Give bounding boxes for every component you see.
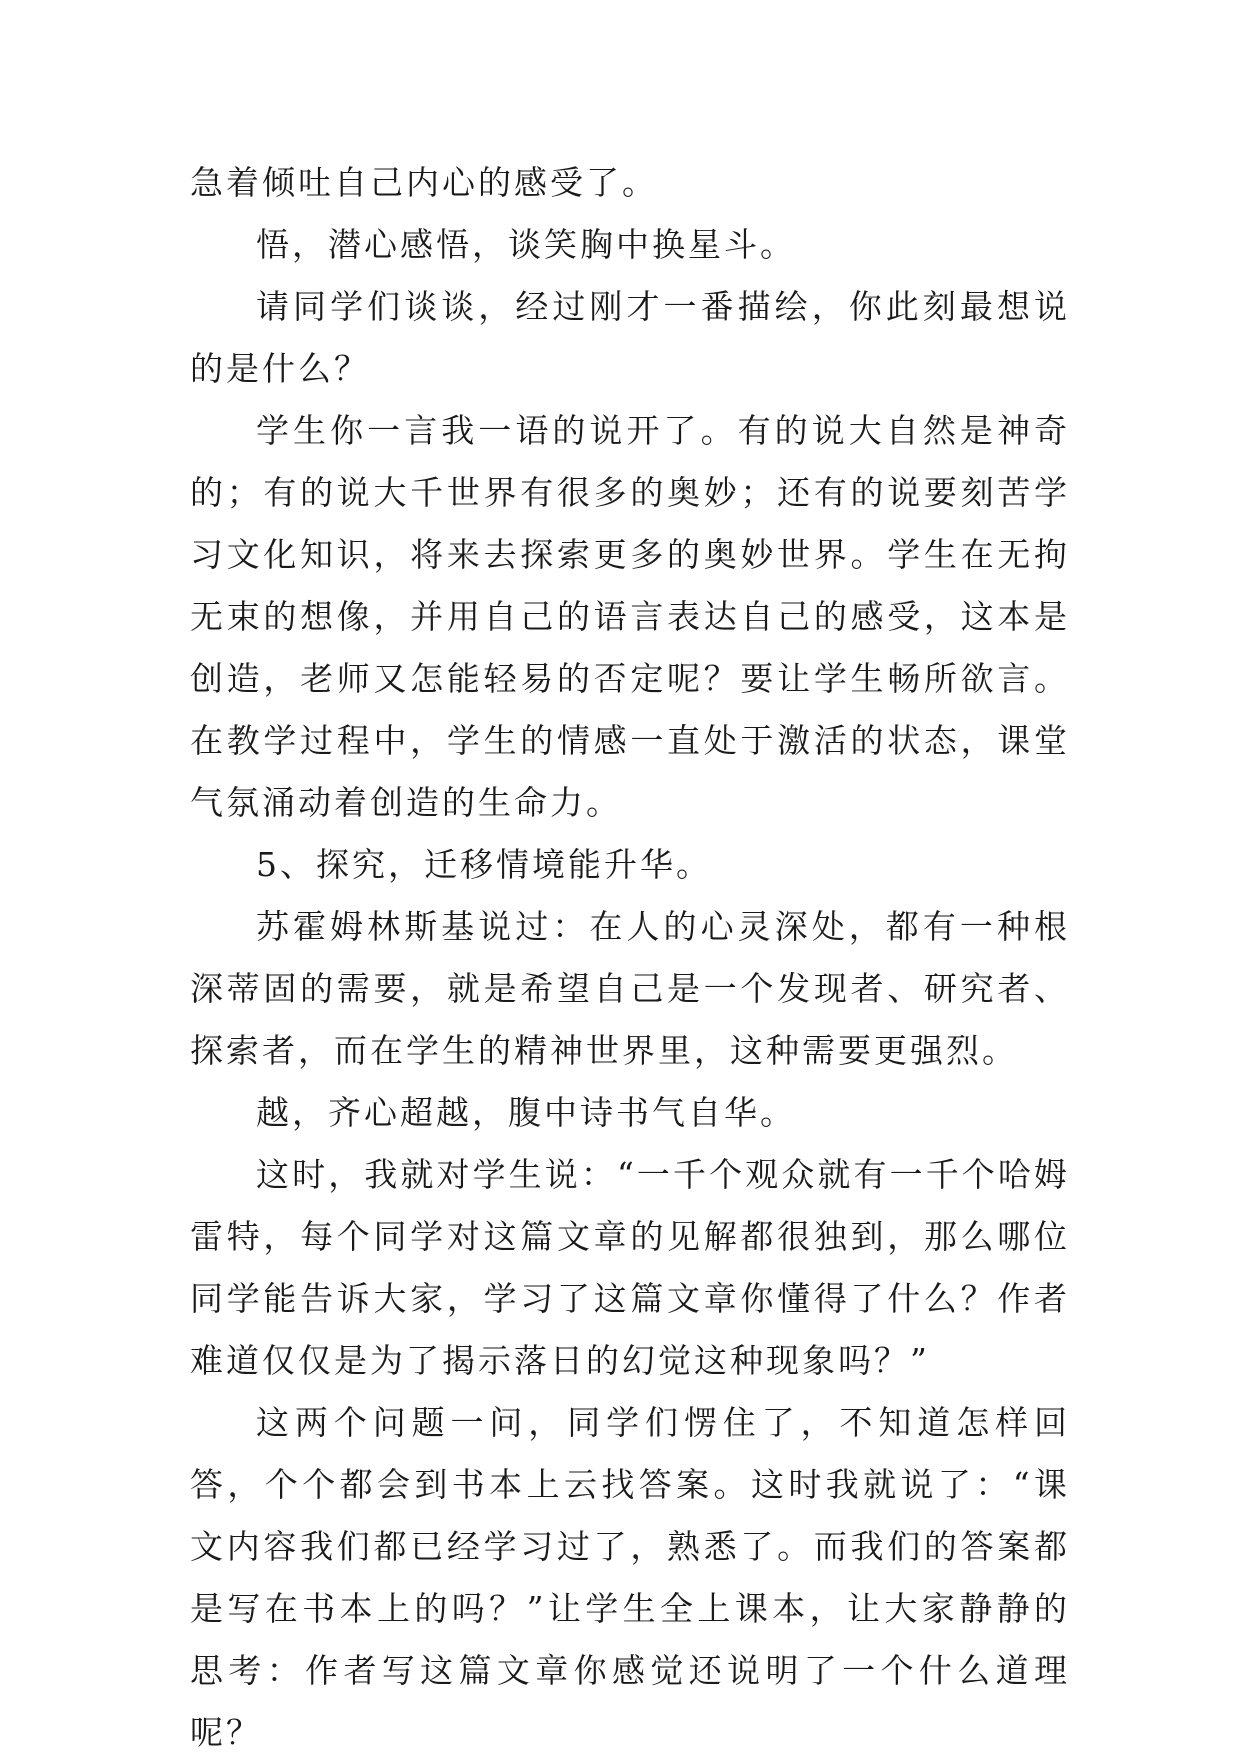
paragraph-wu: 悟，潜心感悟，谈笑胸中换星斗。: [256, 225, 796, 264]
paragraph-student-responses: 学生你一言我一语的说开了。有的说大自然是神奇的；有的说大千世界有很多的奥妙；还有的说要刻苦学习文化知识，将来去探索更多的奥妙世界。学生在无拘无束的想像，并用自己的语言表达自己的感受，这本是创造，老师又怎能轻易的否定呢？要让学生畅所欲言。在教学过程中，学生的情感一直处于激活的状态，课堂气氛涌动着创造的生命力。: [190, 411, 1070, 822]
paragraph-suhomlinsky: 苏霍姆林斯基说过：在人的心灵深处，都有一种根深蒂固的需要，就是希望自己是一个发现者、研究者、探索者，而在学生的精神世界里，这种需要更强烈。: [190, 907, 1070, 1070]
paragraph-yue: 越，齐心超越，腹中诗书气自华。: [256, 1093, 796, 1132]
paragraph-section-5-heading: 5、探究，迁移情境能升华。: [256, 845, 712, 884]
paragraph-hamlet: 这时，我就对学生说：“一千个观众就有一千个哈姆雷特，每个同学对这篇文章的见解都很独到，那么哪位同学能告诉大家，学习了这篇文章你懂得了什么？作者难道仅仅是为了揭示落日的幻觉这种现象吗？”: [190, 1155, 1070, 1380]
paragraph-two-questions: 这两个问题一问，同学们愣住了，不知道怎样回答，个个都会到书本上云找答案。这时我就说了：“课文内容我们都已经学习过了，熟悉了。而我们的答案都是写在书本上的吗？”让学生全上课本，让大家静静的思考：作者写这篇文章你感觉还说明了一个什么道理呢？: [190, 1403, 1070, 1752]
paragraph-question: 请同学们谈谈，经过刚才一番描绘，你此刻最想说的是什么？: [190, 287, 1070, 388]
paragraph-continuation: 急着倾吐自己内心的感受了。: [190, 163, 658, 202]
document-body: [190, 152, 1070, 1764]
